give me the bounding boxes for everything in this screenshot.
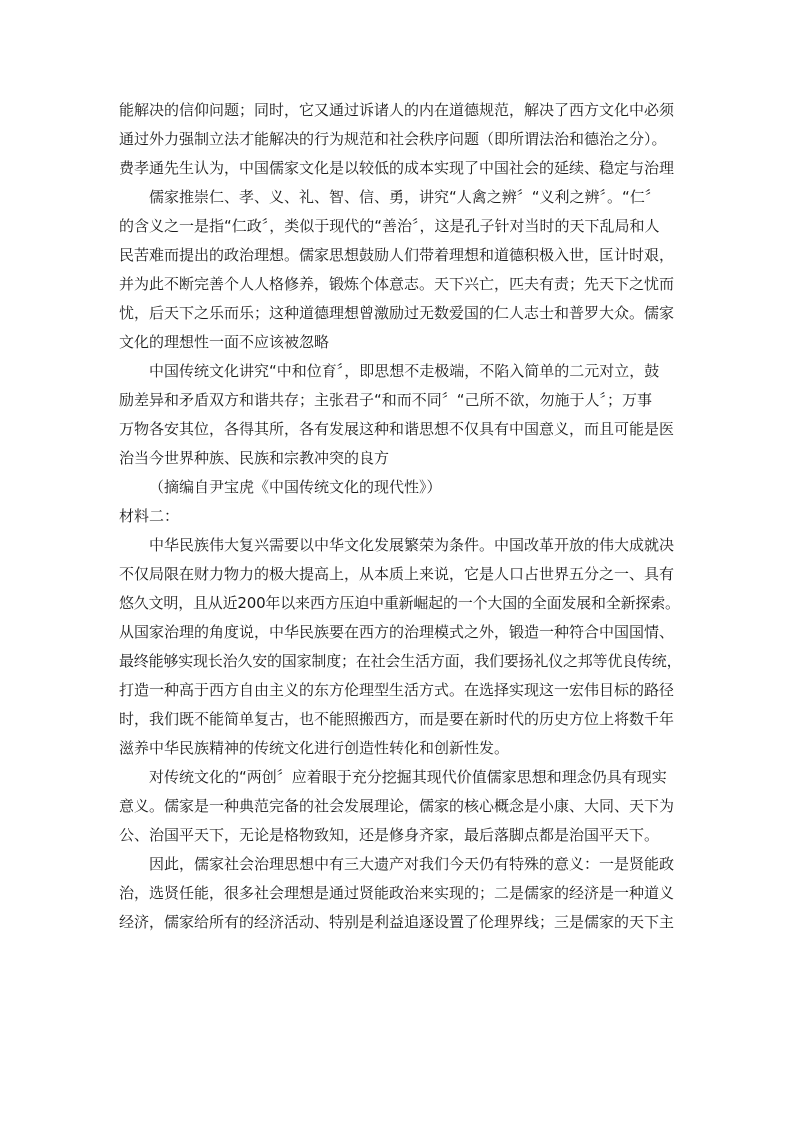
text-line: 并为此不断完善个人人格修养，锻炼个体意志。天下兴亡，匹夫有责；先天下之忧而	[119, 275, 675, 293]
paragraph-start-line: 中华民族伟大复兴需要以中华文化发展繁荣为条件。中国改革开放的伟大成就决	[149, 536, 675, 554]
paragraph-start-line: 儒家推崇仁、孝、义、礼、智、信、勇，讲究“人禽之辨〞“义利之辨〞。“仁〞	[149, 188, 660, 206]
text-line: 民苦难而提出的政治理想。儒家思想鼓励人们带着理想和道德积极入世，匡计时艰，	[119, 246, 675, 264]
source-citation: （摘编自尹宝虎《中国传统文化的现代性》）	[149, 478, 442, 496]
text-line: 从国家治理的角度说，中华民族要在西方的治理模式之外，锻造一种符合中国国情、	[119, 623, 675, 641]
text-line: 时，我们既不能简单复古，也不能照搬西方，而是要在新时代的历史方位上将数千年	[119, 710, 675, 728]
text-line: 治，选贤任能，很多社会理想是通过贤能政治来实现的；二是儒家的经济是一种道义	[119, 884, 675, 902]
article-body	[119, 96, 681, 937]
text-line: 的含义之一是指“仁政〞，类似于现代的“善治〞，这是孔子针对当时的天下乱局和人	[119, 217, 660, 235]
text-line: 能解决的信仰问题；同时，它又通过诉诸人的内在道德规范，解决了西方文化中必须	[119, 101, 675, 119]
paragraph-start-line: 中国传统文化讲究“中和位育〞，即思想不走极端，不陷入简单的二元对立，鼓	[149, 362, 660, 380]
text-line: 最终能够实现长治久安的国家制度；在社会生活方面，我们要扬礼仪之邦等优良传统，	[119, 652, 681, 670]
text-line: 忧，后天下之乐而乐；这种道德理想曾激励过无数爱国的仁人志士和普罗大众。儒家	[119, 304, 675, 322]
text-line: 费孝通先生认为，中国儒家文化是以较低的成本实现了中国社会的延续、稳定与治理	[119, 159, 675, 177]
text-line: 经济，儒家给所有的经济活动、特别是利益追逐设置了伦理界线；三是儒家的天下主	[119, 913, 675, 931]
text-line: 打造一种高于西方自由主义的东方伦理型生活方式。在选择实现这一宏伟目标的路径	[119, 681, 675, 699]
text-line: 悠久文明，且从近200年以来西方压迫中重新崛起的一个大国的全面发展和全新探索。	[119, 594, 680, 612]
text-line: 滋养中华民族精神的传统文化进行创造性转化和创新性发。	[119, 739, 510, 757]
text-line: 不仅局限在财力物力的极大提高上，从本质上来说，它是人口占世界五分之一、具有	[119, 565, 675, 583]
paragraph-start-line: 因此，儒家社会治理思想中有三大遗产对我们今天仍有特殊的意义：一是贤能政	[149, 855, 675, 873]
paragraph-start-line: 对传统文化的“两创〞应着眼于充分挖掘其现代价值儒家思想和理念仍具有现实	[149, 768, 667, 786]
text-line: 治当今世界种族、民族和宗教冲突的良方	[119, 449, 390, 467]
text-line: 万物各安其位，各得其所，各有发展这种和谐思想不仅具有中国意义，而且可能是医	[119, 420, 675, 438]
text-line: 通过外力强制立法才能解决的行为规范和社会秩序问题（即所谓法治和德治之分）。	[119, 130, 667, 148]
text-line: 意义。儒家是一种典范完备的社会发展理论，儒家的核心概念是小康、大同、天下为	[119, 797, 675, 815]
text-line: 励差异和矛盾双方和谐共存；主张君子“和而不同〞“己所不欲，勿施于人〞；万事	[119, 391, 653, 409]
text-line: 公、治国平天下，无论是格物致知，还是修身齐家，最后落脚点都是治国平天下。	[119, 826, 660, 844]
text-line: 文化的理想性一面不应该被忽略	[119, 333, 330, 351]
section-heading: 材料二：	[119, 507, 180, 525]
